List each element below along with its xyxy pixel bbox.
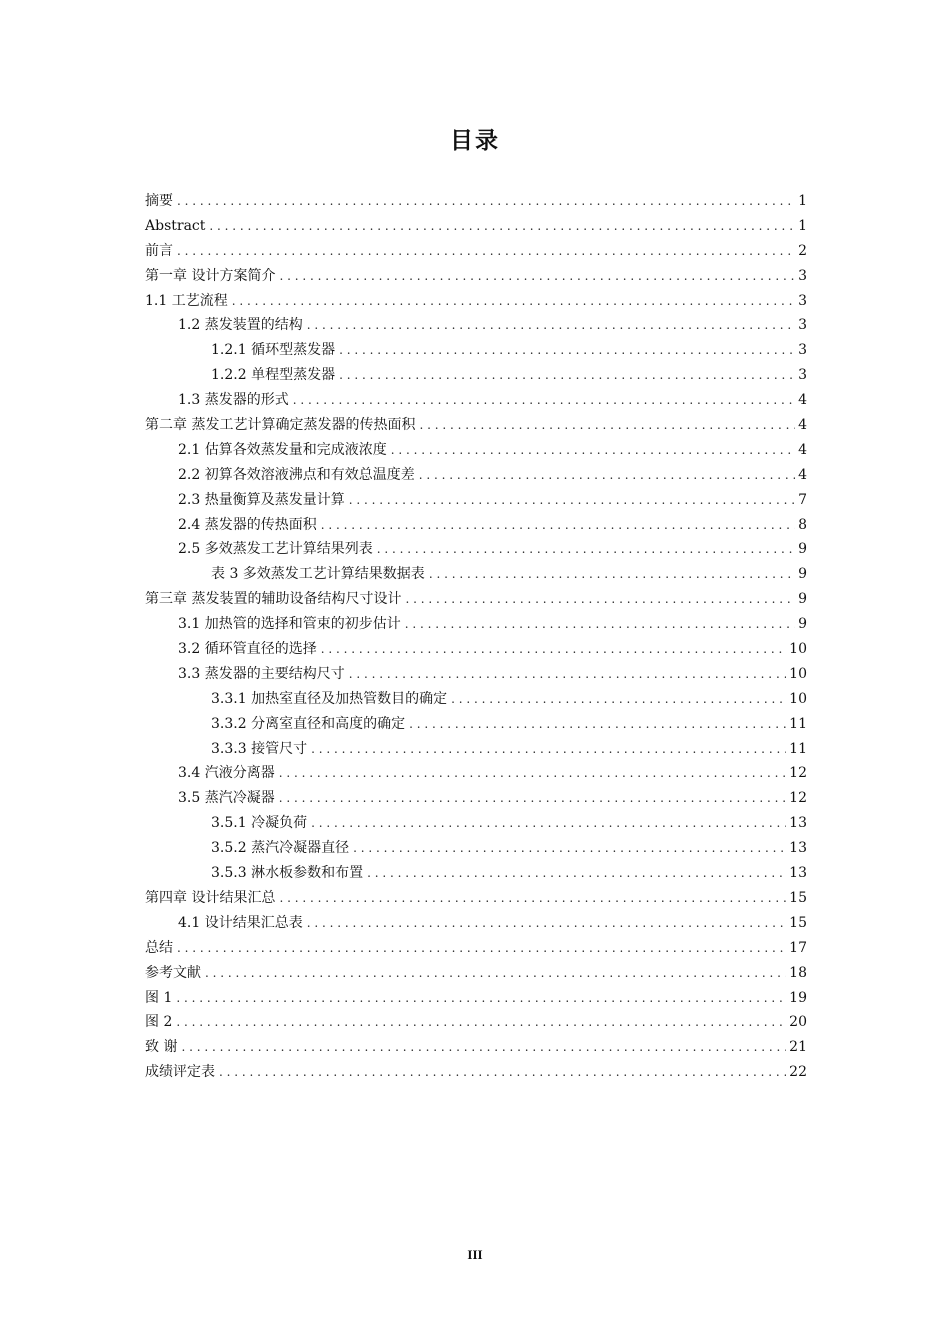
toc-dot-leader <box>419 463 795 488</box>
toc-dot-leader <box>279 761 786 786</box>
toc-entry[interactable] <box>145 338 807 363</box>
toc-entry[interactable] <box>145 1010 807 1035</box>
toc-entry-label: 3.5.1 冷凝负荷 <box>211 815 308 832</box>
toc-entry-label: 总结 <box>145 939 173 956</box>
toc-dot-leader <box>279 886 786 911</box>
toc-dot-leader <box>349 662 786 687</box>
toc-entry[interactable] <box>145 513 807 538</box>
toc-title: 目录 <box>450 128 500 154</box>
toc-entry-label: 3.1 加热管的选择和管束的初步估计 <box>178 616 401 633</box>
toc-dot-leader <box>279 786 786 811</box>
toc-entry[interactable] <box>145 836 807 861</box>
toc-entry-page: 18 <box>789 964 807 981</box>
toc-entry-label: 第三章 蒸发装置的辅助设备结构尺寸设计 <box>145 591 402 608</box>
toc-entry-page: 2 <box>798 242 807 259</box>
toc-entry-page: 9 <box>798 591 807 608</box>
toc-dot-leader <box>339 363 795 388</box>
toc-entry-page: 12 <box>789 790 807 807</box>
toc-entry-page: 7 <box>798 491 807 508</box>
page-number: III <box>467 1247 483 1262</box>
toc-entry-label: 致 谢 <box>145 1039 178 1056</box>
toc-entry-label: 4.1 设计结果汇总表 <box>178 914 303 931</box>
toc-entry-page: 22 <box>789 1064 807 1081</box>
toc-dot-leader <box>177 936 786 961</box>
toc-entry[interactable] <box>145 662 807 687</box>
toc-entry-label: 3.2 循环管直径的选择 <box>178 641 317 658</box>
toc-entry[interactable] <box>145 537 807 562</box>
toc-entry-page: 19 <box>789 989 807 1006</box>
toc-entry[interactable] <box>145 737 807 762</box>
toc-dot-leader <box>311 811 786 836</box>
toc-entry-page: 10 <box>789 641 807 658</box>
toc-entry-label: 第一章 设计方案简介 <box>145 267 276 284</box>
toc-entry[interactable] <box>145 313 807 338</box>
toc-entry-label: 第四章 设计结果汇总 <box>145 889 276 906</box>
toc-entry-page: 13 <box>789 840 807 857</box>
toc-dot-leader <box>205 961 786 986</box>
toc-dot-leader <box>429 562 795 587</box>
toc-entry[interactable] <box>145 786 807 811</box>
toc-entry-label: 2.5 多效蒸发工艺计算结果列表 <box>178 541 373 558</box>
toc-dot-leader <box>177 239 795 264</box>
toc-entry[interactable] <box>145 811 807 836</box>
toc-dot-leader <box>176 1010 786 1035</box>
toc-dot-leader <box>391 438 795 463</box>
toc-entry[interactable] <box>145 911 807 936</box>
toc-entry-label: 成绩评定表 <box>145 1064 215 1081</box>
toc-entry[interactable] <box>145 861 807 886</box>
toc-entry-page: 12 <box>789 765 807 782</box>
toc-entry-label: 1.1 工艺流程 <box>145 292 228 309</box>
toc-entry[interactable] <box>145 687 807 712</box>
toc-entry-label: 3.4 汽液分离器 <box>178 765 275 782</box>
toc-entry[interactable] <box>145 488 807 513</box>
toc-entry-label: 2.3 热量衡算及蒸发量计算 <box>178 491 345 508</box>
toc-dot-leader <box>176 986 786 1011</box>
toc-entry-label: 3.3.1 加热室直径及加热管数目的确定 <box>211 690 448 707</box>
toc-entry-label: 3.5 蒸汽冷凝器 <box>178 790 275 807</box>
toc-entry[interactable] <box>145 936 807 961</box>
toc-dot-leader <box>409 712 786 737</box>
toc-dot-leader <box>311 737 786 762</box>
toc-entry[interactable] <box>145 1035 807 1060</box>
toc-dot-leader <box>219 1060 786 1085</box>
toc-entry-label: 1.2.2 单程型蒸发器 <box>211 367 336 384</box>
toc-entry[interactable] <box>145 886 807 911</box>
toc-entry-page: 17 <box>789 939 807 956</box>
toc-dot-leader <box>349 488 795 513</box>
toc-entry-page: 1 <box>798 217 807 234</box>
toc-dot-leader <box>353 836 786 861</box>
toc-entry-page: 4 <box>798 441 807 458</box>
toc-dot-leader <box>451 687 786 712</box>
toc-entry-page: 3 <box>798 292 807 309</box>
toc-entry[interactable] <box>145 463 807 488</box>
toc-entry[interactable] <box>145 587 807 612</box>
toc-entry-label: 参考文献 <box>145 964 201 981</box>
toc-entry-page: 9 <box>798 616 807 633</box>
toc-entry[interactable] <box>145 612 807 637</box>
toc-entry-page: 13 <box>789 865 807 882</box>
toc-entry-label: 1.2.1 循环型蒸发器 <box>211 342 336 359</box>
toc-entry-label: 图 2 <box>145 1014 173 1031</box>
toc-dot-leader <box>377 537 795 562</box>
toc-entry[interactable] <box>145 562 807 587</box>
toc-dot-leader <box>209 214 795 239</box>
toc-entry-page: 1 <box>798 193 807 209</box>
toc-entry-page: 15 <box>789 914 807 931</box>
toc-entry-label: 1.2 蒸发装置的结构 <box>178 317 303 334</box>
toc-dot-leader <box>367 861 786 886</box>
toc-entry-label: 2.2 初算各效溶液沸点和有效总温度差 <box>178 466 415 483</box>
toc-entry-page: 3 <box>798 267 807 284</box>
toc-dot-leader <box>307 911 786 936</box>
toc-entry-label: 第二章 蒸发工艺计算确定蒸发器的传热面积 <box>145 417 416 434</box>
toc-entry-page: 8 <box>798 516 807 533</box>
toc-entry-page: 21 <box>789 1039 807 1056</box>
toc-dot-leader <box>293 388 795 413</box>
toc-entry-page: 9 <box>798 541 807 558</box>
toc-entry-page: 11 <box>789 715 807 732</box>
toc-entry[interactable] <box>145 413 807 438</box>
toc-dot-leader <box>405 587 795 612</box>
toc-entry-label: 表 3 多效蒸发工艺计算结果数据表 <box>211 566 425 583</box>
toc-entry-page: 4 <box>798 417 807 434</box>
toc-entry[interactable] <box>145 986 807 1011</box>
toc-entry[interactable] <box>145 289 807 314</box>
toc-entry-label: 3.5.2 蒸汽冷凝器直径 <box>211 840 350 857</box>
toc-entry-label: 摘要 <box>145 193 173 209</box>
toc-dot-leader <box>232 289 795 314</box>
toc-list <box>145 189 807 1085</box>
toc-dot-leader <box>321 513 795 538</box>
toc-entry[interactable] <box>145 363 807 388</box>
toc-entry-page: 9 <box>798 566 807 583</box>
toc-entry[interactable] <box>145 761 807 786</box>
toc-entry-page: 3 <box>798 342 807 359</box>
toc-entry[interactable] <box>145 264 807 289</box>
toc-entry-page: 3 <box>798 367 807 384</box>
toc-entry[interactable] <box>145 214 807 239</box>
toc-entry-label: 图 1 <box>145 989 173 1006</box>
toc-entry[interactable] <box>145 712 807 737</box>
toc-dot-leader <box>181 1035 786 1060</box>
toc-entry-label: 1.3 蒸发器的形式 <box>178 392 289 409</box>
toc-entry-label: 2.1 估算各效蒸发量和完成液浓度 <box>178 441 387 458</box>
toc-entry-page: 4 <box>798 392 807 409</box>
toc-entry[interactable] <box>145 961 807 986</box>
toc-entry[interactable] <box>145 637 807 662</box>
toc-entry-label: 2.4 蒸发器的传热面积 <box>178 516 317 533</box>
toc-entry-label: 3.5.3 淋水板参数和布置 <box>211 865 364 882</box>
toc-entry-page: 13 <box>789 815 807 832</box>
toc-entry[interactable] <box>145 438 807 463</box>
toc-dot-leader <box>279 264 795 289</box>
toc-entry-page: 3 <box>798 317 807 334</box>
toc-entry-page: 10 <box>789 690 807 707</box>
toc-dot-leader <box>405 612 795 637</box>
toc-entry-label: 3.3 蒸发器的主要结构尺寸 <box>178 665 345 682</box>
toc-dot-leader <box>177 189 795 214</box>
toc-entry-label: 前言 <box>145 242 173 259</box>
toc-dot-leader <box>321 637 786 662</box>
toc-dot-leader <box>339 338 795 363</box>
toc-entry-page: 10 <box>789 665 807 682</box>
toc-entry-label: 3.3.3 接管尺寸 <box>211 740 308 757</box>
toc-entry[interactable] <box>145 388 807 413</box>
toc-entry-page: 4 <box>798 466 807 483</box>
toc-dot-leader <box>419 413 795 438</box>
toc-entry-page: 15 <box>789 889 807 906</box>
toc-entry-page: 11 <box>789 740 807 757</box>
toc-entry[interactable] <box>145 1060 807 1085</box>
toc-entry-label: 3.3.2 分离室直径和高度的确定 <box>211 715 406 732</box>
toc-entry-label: Abstract <box>145 217 206 234</box>
toc-entry[interactable] <box>145 239 807 264</box>
toc-entry-page: 20 <box>789 1014 807 1031</box>
toc-entry[interactable] <box>145 189 807 214</box>
toc-dot-leader <box>307 313 795 338</box>
